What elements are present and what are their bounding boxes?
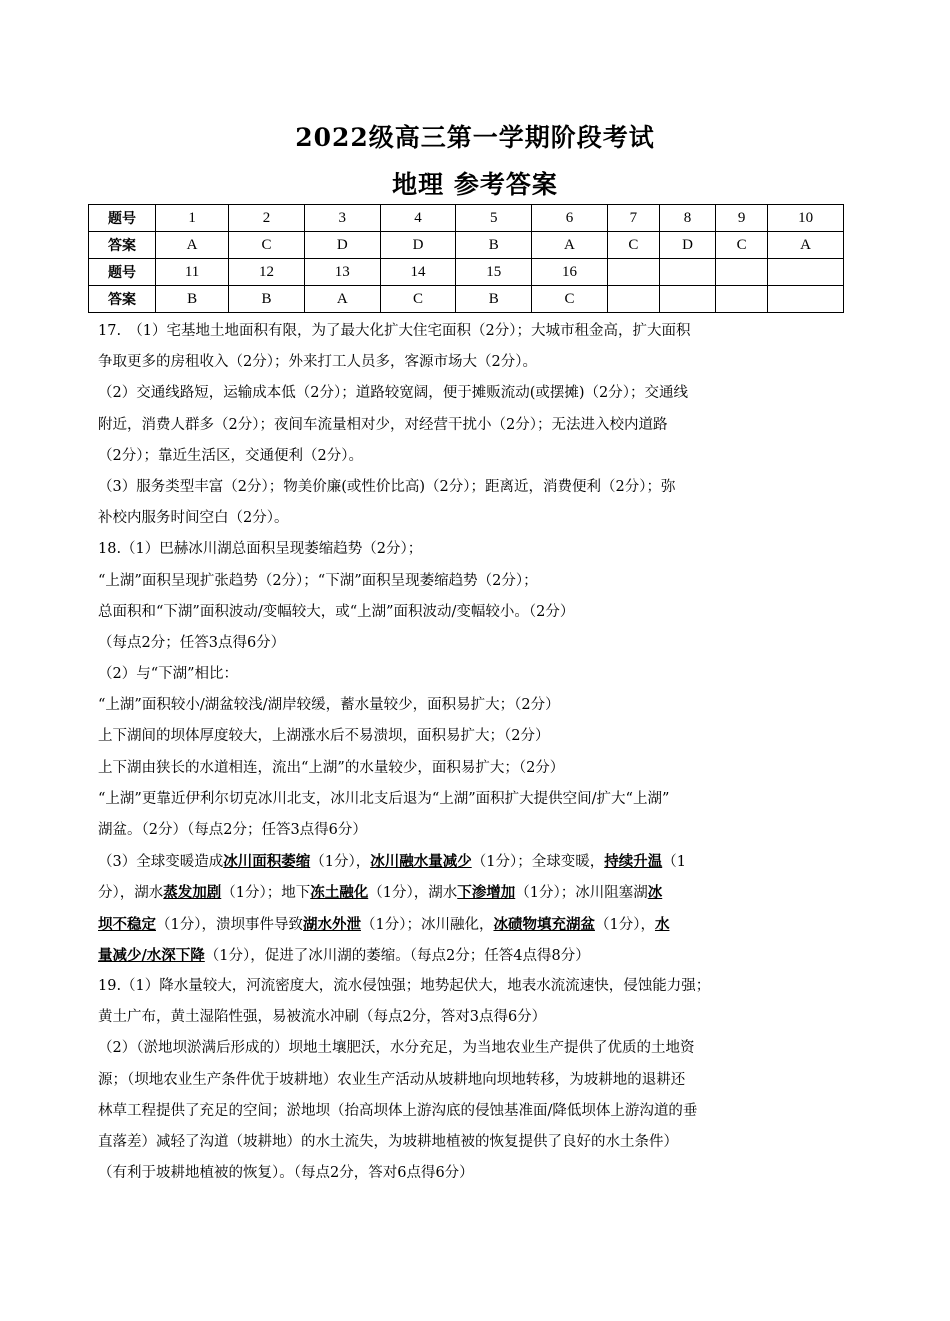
- answer-cell: [607, 286, 659, 313]
- answer-cell: C: [532, 286, 608, 313]
- answer-text-body: [98, 316, 868, 1189]
- key-point: 冻土融化: [310, 884, 369, 902]
- answer-text: 附近，消费人群多（2分）；夜间车流量相对少，对经营干扰小（2分）；无法进入校内道路: [98, 416, 668, 433]
- key-point: 冰川面积萎缩: [223, 853, 311, 871]
- answer-cell: D: [659, 232, 715, 259]
- answer-cell: A: [768, 232, 844, 259]
- answer-line: [98, 1158, 868, 1189]
- answer-line: [98, 378, 868, 409]
- answer-line: [98, 1127, 868, 1158]
- question-number-cell: [659, 259, 715, 286]
- answer-cell: B: [156, 286, 229, 313]
- answer-text: 源；（坝地农业生产条件优于坡耕地）农业生产活动从坡耕地向坝地转移，为坡耕地的退耕还: [98, 1071, 686, 1088]
- answer-text: （2）交通线路短，运输成本低（2分）；道路较宽阔，便于摊贩流动(或摆摊)（2分）；交通线: [98, 385, 688, 402]
- key-point: 下渗增加: [457, 884, 516, 902]
- question-number-cell: [768, 259, 844, 286]
- answer-text: 争取更多的房租收入（2分）；外来打工人员多，客源市场大（2分）。: [98, 354, 537, 371]
- answer-line: [98, 1065, 868, 1096]
- answer-line: [98, 815, 868, 846]
- answer-line: [98, 971, 868, 1002]
- answer-text: （1分）；冰川阻塞湖: [515, 885, 648, 902]
- answer-label: 答案: [89, 232, 156, 259]
- answer-cell: D: [304, 232, 380, 259]
- answer-cell: C: [607, 232, 659, 259]
- answer-text: 直落差）减轻了沟道（坡耕地）的水土流失，为坡耕地植被的恢复提供了良好的水土条件）: [98, 1133, 678, 1150]
- answer-cell: B: [456, 232, 532, 259]
- answer-text: 黄土广布，黄土湿陷性强，易被流水冲刷（每点2分，答对3点得6分）: [98, 1009, 547, 1026]
- answer-line: [98, 940, 868, 971]
- answer-line: [98, 690, 868, 721]
- answer-line: [98, 877, 868, 908]
- key-point: 持续升温: [604, 853, 663, 871]
- answer-line: [98, 753, 868, 784]
- exam-subtitle: 地理 参考答案: [392, 170, 558, 199]
- answer-line: [98, 410, 868, 441]
- question-number-cell: 12: [229, 259, 305, 286]
- answer-line: [98, 1096, 868, 1127]
- answer-line: [98, 628, 868, 659]
- answer-cell: [768, 286, 844, 313]
- question-number-cell: [716, 259, 768, 286]
- answer-line: [98, 659, 868, 690]
- question-number-cell: 9: [716, 205, 768, 232]
- answer-text: “上湖”面积呈现扩张趋势（2分）；“下湖”面积呈现萎缩趋势（2分）；: [98, 572, 538, 589]
- answer-cell: A: [532, 232, 608, 259]
- answer-table-row: [89, 232, 844, 259]
- answer-text: 18.（1）巴赫冰川湖总面积呈现萎缩趋势（2分）；: [98, 541, 423, 558]
- answer-cell: A: [304, 286, 380, 313]
- answer-line: [98, 846, 868, 877]
- answer-line: [98, 534, 868, 565]
- answer-text: （1分）；冰川融化，: [360, 916, 494, 933]
- question-number-cell: 1: [156, 205, 229, 232]
- answer-line: [98, 472, 868, 503]
- question-number-cell: 11: [156, 259, 229, 286]
- answer-text: 上下湖由狭长的水道相连，流出“上湖”的水量较少，面积易扩大；（2分）: [98, 759, 565, 776]
- question-number-cell: 6: [532, 205, 608, 232]
- answer-text: （有利于坡耕地植被的恢复）。（每点2分，答对6点得6分）: [98, 1165, 474, 1182]
- answer-text: 总面积和“下湖”面积波动/变幅较大，或“上湖”面积波动/变幅较小。（2分）: [98, 603, 575, 620]
- answer-text: 湖盆。（2分）（每点2分；任答3点得6分）: [98, 822, 367, 838]
- question-number-cell: 7: [607, 205, 659, 232]
- key-point: 水: [654, 915, 670, 933]
- answer-text: （1分），溃坝事件导致: [156, 916, 303, 933]
- answer-text: （1分）；地下: [221, 885, 311, 902]
- answer-text: （1分），促进了冰川湖的萎缩。（每点2分；任答4点得8分）: [204, 947, 590, 964]
- answer-text: （1分），湖水: [368, 885, 458, 902]
- answer-line: [98, 1002, 868, 1033]
- key-point: 冰川融水量减少: [370, 853, 472, 871]
- question-number-cell: 5: [456, 205, 532, 232]
- answer-line: [98, 347, 868, 378]
- answer-text: 19.（1）降水量较大，河流密度大，流水侵蚀强；地势起伏大，地表水流流速快，侵蚀能力强；: [98, 977, 711, 994]
- answer-text: 分），湖水: [98, 885, 164, 902]
- answer-line: [98, 597, 868, 628]
- answer-text: “上湖”面积较小/湖盆较浅/湖岸较缓，蓄水量较少，面积易扩大；（2分）: [98, 697, 560, 714]
- answer-line: [98, 316, 868, 347]
- answer-line: [98, 721, 868, 752]
- answer-line: [98, 784, 868, 815]
- answer-cell: D: [380, 232, 456, 259]
- answer-text: （1: [662, 854, 686, 871]
- question-number-cell: 16: [532, 259, 608, 286]
- answer-table-row: [89, 286, 844, 313]
- answer-cell: [659, 286, 715, 313]
- answer-text: （3）服务类型丰富（2分）；物美价廉(或性价比高)（2分）；距离近，消费便利（2分）；弥: [98, 478, 676, 495]
- answer-cell: C: [229, 232, 305, 259]
- question-number-label: 题号: [89, 205, 156, 232]
- answer-cell: [716, 286, 768, 313]
- answer-text: 林草工程提供了充足的空间；淤地坝（抬高坝体上游沟底的侵蚀基准面/降低坝体上游沟道的垂: [98, 1102, 698, 1119]
- answer-text: 上下湖间的坝体厚度较大，上湖涨水后不易溃坝，面积易扩大；（2分）: [98, 728, 550, 745]
- key-point: 冰碛物填充湖盆: [493, 915, 595, 933]
- question-number-cell: 15: [456, 259, 532, 286]
- key-point: 坝不稳定: [98, 915, 156, 933]
- answer-line: [98, 1033, 868, 1064]
- answer-cell: A: [156, 232, 229, 259]
- question-number-cell: 10: [768, 205, 844, 232]
- answer-text: （2分）；靠近生活区，交通便利（2分）。: [98, 447, 363, 464]
- key-point: 量减少/水深下降: [98, 946, 205, 964]
- question-number-label: 题号: [89, 259, 156, 286]
- question-number-cell: 4: [380, 205, 456, 232]
- question-number-cell: 14: [380, 259, 456, 286]
- answer-text: （2）（淤地坝淤满后形成的）坝地土壤肥沃，水分充足，为当地农业生产提供了优质的土地资: [98, 1040, 695, 1057]
- answer-text: （1分），: [310, 854, 371, 871]
- answer-text: （每点2分；任答3点得6分）: [98, 634, 286, 651]
- answer-text: （2）与“下湖”相比：: [98, 666, 239, 683]
- key-point: 湖水外泄: [302, 915, 361, 933]
- answer-label: 答案: [89, 286, 156, 313]
- answer-text: “上湖”更靠近伊利尔切克冰川北支，冰川北支后退为“上湖”面积扩大提供空间/扩大“上湖”: [98, 790, 670, 807]
- answer-line: [98, 503, 868, 534]
- answer-line: [98, 566, 868, 597]
- key-point: 蒸发加剧: [163, 884, 222, 902]
- answer-text: （1分），: [594, 916, 655, 933]
- exam-title: 2022级高三第一学期阶段考试: [295, 123, 655, 152]
- answer-text: （1分）；全球变暖，: [471, 854, 605, 871]
- answer-cell: B: [229, 286, 305, 313]
- answer-table-row: [89, 259, 844, 286]
- question-number-cell: 3: [304, 205, 380, 232]
- answer-cell: C: [380, 286, 456, 313]
- answer-cell: B: [456, 286, 532, 313]
- key-point: 冰: [647, 884, 663, 902]
- answer-line: [98, 909, 868, 940]
- answer-line: [98, 441, 868, 472]
- answer-text: 17. （1）宅基地土地面积有限，为了最大化扩大住宅面积（2分）；大城市租金高，扩大面积: [98, 323, 691, 339]
- answer-cell: C: [716, 232, 768, 259]
- answer-text: 补校内服务时间空白（2分）。: [98, 510, 289, 527]
- answer-table-row: [89, 205, 844, 232]
- answer-text: （3）全球变暖造成: [98, 854, 224, 871]
- answer-table: [88, 204, 844, 313]
- question-number-cell: 13: [304, 259, 380, 286]
- question-number-cell: 8: [659, 205, 715, 232]
- question-number-cell: [607, 259, 659, 286]
- question-number-cell: 2: [229, 205, 305, 232]
